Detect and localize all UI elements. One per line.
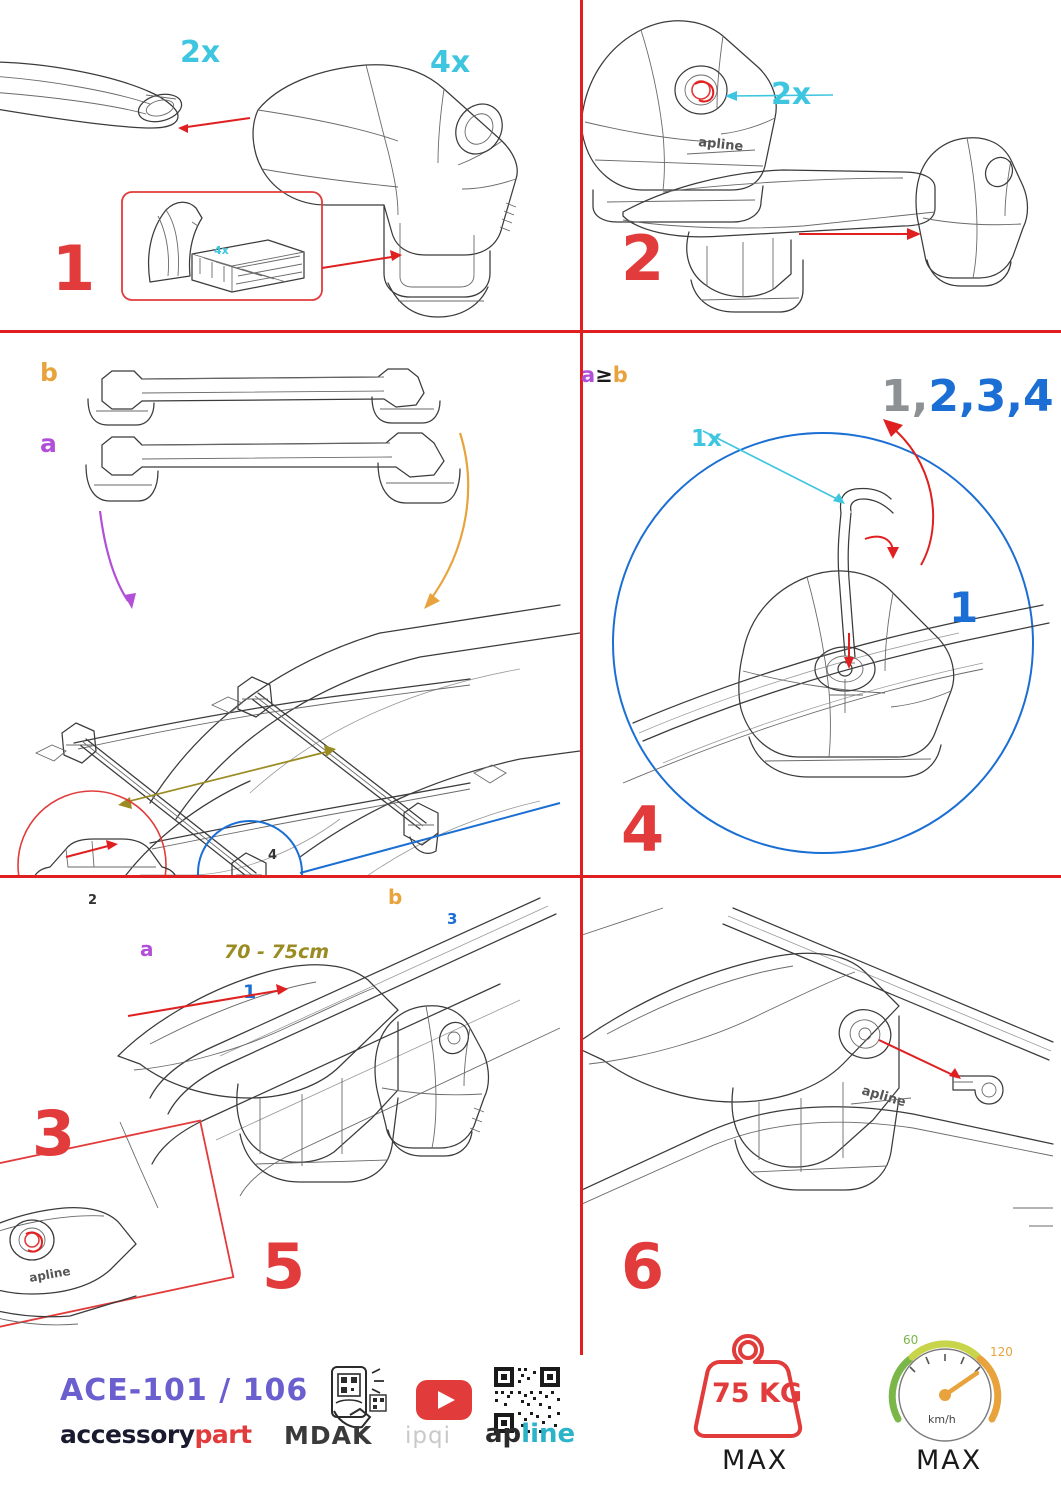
path-label-a: a xyxy=(140,937,154,961)
step-6-panel xyxy=(583,878,1061,1355)
speed-scale-max: 120 xyxy=(990,1345,1013,1359)
tightening-sequence-label xyxy=(881,371,1054,422)
speed-scale-min: 60 xyxy=(903,1333,919,1347)
step-number-1: 1 xyxy=(52,232,97,305)
brand-apline-dark: ap xyxy=(485,1419,522,1449)
step-2-panel xyxy=(583,0,1061,330)
svg-text:apline: apline xyxy=(28,1263,72,1285)
tool-quantity-label: 1x xyxy=(691,426,722,452)
bar-label-a: a xyxy=(40,429,57,458)
condition-label: a≥b xyxy=(581,363,628,387)
step-5-panel xyxy=(0,878,580,1355)
step-1-panel xyxy=(0,0,580,330)
sequence-part-blue: 2,3,4 xyxy=(928,371,1054,422)
foot-quantity-label: 4x xyxy=(430,45,471,80)
bar-label-b: b xyxy=(40,358,58,387)
bar-quantity-label: 2x xyxy=(180,35,221,70)
step-number-2: 2 xyxy=(621,222,666,295)
brand-accessorypart xyxy=(60,1420,252,1449)
turn-count-label: 1 xyxy=(949,583,979,632)
brand-ipqi: ipqi xyxy=(405,1423,451,1449)
youtube-icon[interactable] xyxy=(415,1379,473,1421)
key-quantity-label: 2x xyxy=(771,77,812,112)
brand-apline xyxy=(485,1419,575,1449)
bar-spacing-label: 70 - 75cm xyxy=(224,941,330,963)
model-code-label: ACE-101 / 106 xyxy=(60,1373,309,1408)
footer xyxy=(0,1333,1061,1500)
speed-unit-label: km/h xyxy=(928,1413,956,1426)
foot-callout-1: 1 xyxy=(243,981,257,1003)
max-speed-caption: MAX xyxy=(916,1445,983,1476)
svg-text:4x: 4x xyxy=(214,244,229,257)
brand-apline-teal: line xyxy=(521,1419,576,1449)
brand-mdak: MDAK xyxy=(284,1421,373,1450)
step-3-illustration xyxy=(0,333,580,875)
foot-callout-2: 2 xyxy=(88,893,98,908)
step-3-panel xyxy=(0,333,580,1170)
sequence-part-gray: 1, xyxy=(881,371,929,422)
path-label-b: b xyxy=(388,885,403,909)
step-number-6: 6 xyxy=(621,1230,666,1303)
step-number-4: 4 xyxy=(621,793,666,866)
brand-accessorypart-red: part xyxy=(194,1420,252,1449)
foot-callout-3: 3 xyxy=(447,910,458,928)
svg-text:apline: apline xyxy=(697,135,744,155)
brand-accessorypart-dark: accessory xyxy=(60,1420,195,1449)
step-number-5: 5 xyxy=(262,1230,307,1303)
max-weight-value: 75 KG xyxy=(712,1378,803,1409)
foot-callout-4: 4 xyxy=(268,848,278,863)
step-number-3: 3 xyxy=(32,1097,77,1170)
max-weight-caption: MAX xyxy=(722,1445,789,1476)
step-4-panel xyxy=(583,333,1061,875)
svg-text:apline: apline xyxy=(859,1083,908,1111)
